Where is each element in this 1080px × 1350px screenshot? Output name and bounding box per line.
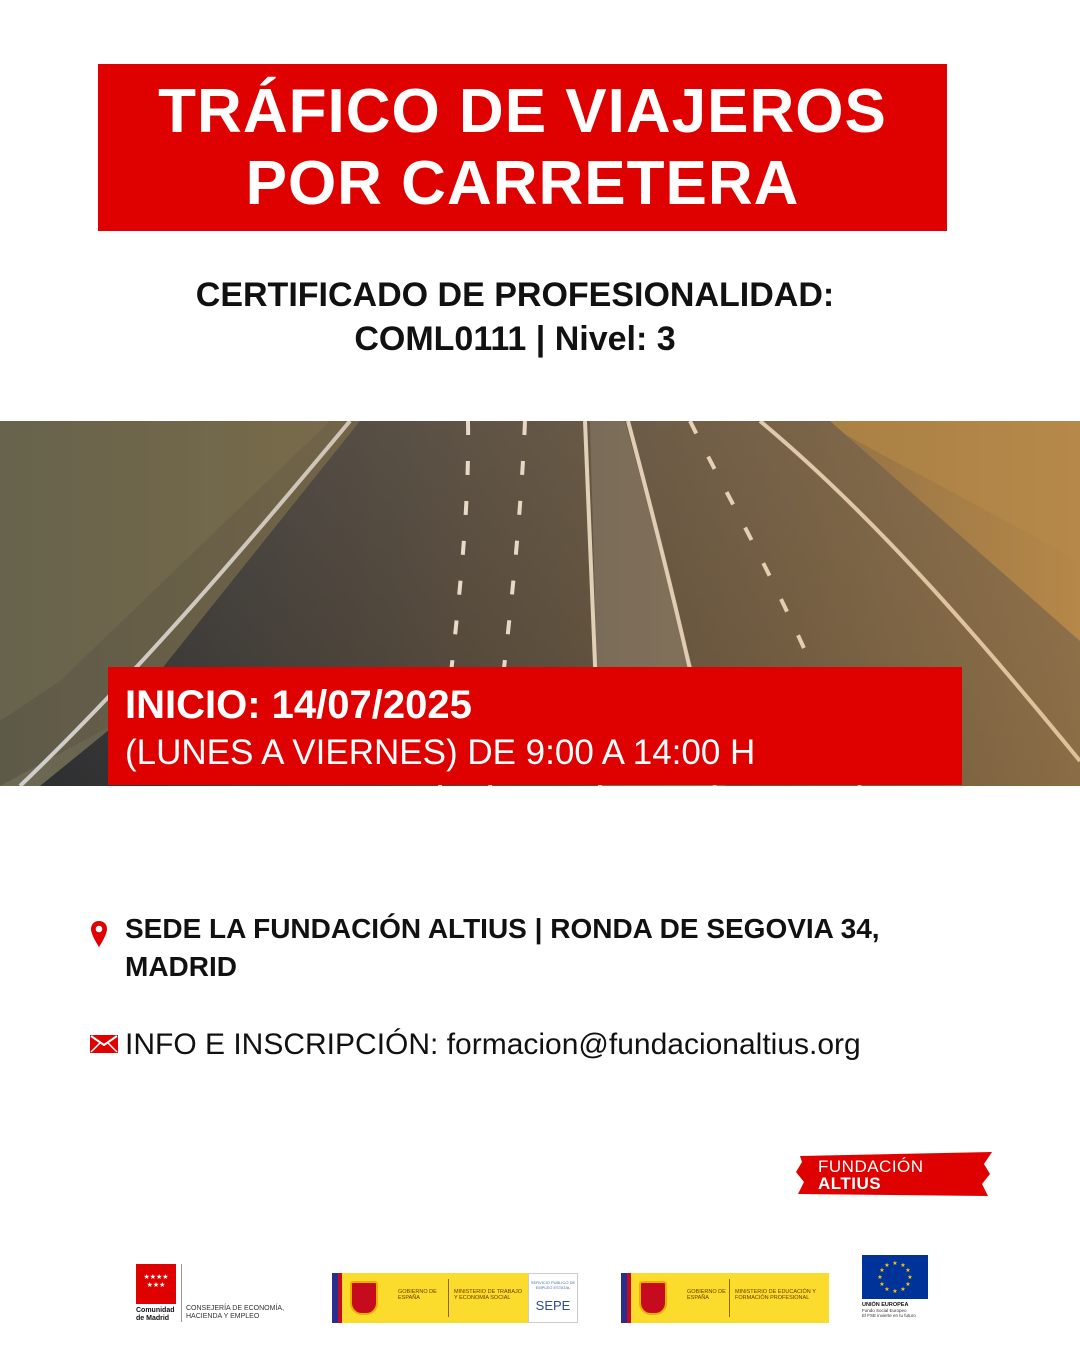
union-europea-logo	[862, 1255, 928, 1318]
gobierno-educacion-logo	[621, 1273, 829, 1323]
madrid-name: Comunidad de Madrid	[136, 1307, 175, 1322]
title-banner	[98, 64, 947, 231]
gov-label-1: GOBIERNO DE ESPAÑA	[398, 1289, 437, 1301]
certificate-code: COML0111 | Nivel: 3	[354, 320, 676, 358]
envelope-icon	[90, 1035, 118, 1053]
madrid-flag-icon: ★★★★ ★★★	[136, 1264, 176, 1304]
svg-text:★: ★	[879, 1281, 885, 1288]
svg-text:★: ★	[884, 1262, 890, 1269]
fundacion-altius-logo	[796, 1152, 992, 1197]
brand-line-1: FUNDACIÓN	[818, 1157, 924, 1176]
sepe-text: SEPE	[535, 1298, 571, 1313]
spain-shield-icon	[350, 1281, 378, 1315]
sponsor-logos	[0, 1250, 1080, 1330]
svg-text:★: ★	[884, 1286, 890, 1293]
svg-text:★: ★	[900, 1286, 906, 1293]
certificate-label: CERTIFICADO DE PROFESIONALIDAD:	[195, 276, 835, 314]
comunidad-madrid-logo	[136, 1264, 285, 1323]
svg-text:★: ★	[907, 1274, 913, 1281]
brand-line-2: ALTIUS	[818, 1174, 882, 1193]
location-address	[125, 910, 1025, 986]
svg-text:★: ★	[900, 1262, 906, 1269]
gobierno-trabajo-logo	[332, 1273, 528, 1323]
location-line-2: MADRID	[125, 951, 237, 982]
svg-text:★: ★	[892, 1288, 898, 1295]
location-pin-icon	[90, 920, 108, 948]
madrid-department: CONSEJERÍA DE ECONOMÍA, HACIENDA Y EMPLEO	[186, 1305, 285, 1320]
title-line-1: TRÁFICO DE VIAJEROS	[158, 76, 887, 146]
ministry-educacion: MINISTERIO DE EDUCACIÓN Y FORMACIÓN PROFESIONAL	[735, 1289, 816, 1301]
eu-fund: Fondo Social Europeo	[862, 1308, 907, 1313]
spain-shield-icon-2	[639, 1281, 667, 1315]
sepe-logo	[528, 1273, 578, 1323]
eu-motto: El FSE invierte en tu futuro	[862, 1313, 916, 1318]
svg-text:★: ★	[877, 1274, 883, 1281]
eu-flag-icon	[862, 1255, 928, 1299]
ministry-trabajo: MINISTERIO DE TRABAJO Y ECONOMÍA SOCIAL	[454, 1289, 523, 1301]
svg-text:★: ★	[905, 1281, 911, 1288]
svg-text:★: ★	[879, 1267, 885, 1274]
svg-text:★: ★	[905, 1267, 911, 1274]
title-line-2: POR CARRETERA	[245, 148, 800, 218]
contact-email[interactable]: INFO E INSCRIPCIÓN: formacion@fundacionaltius.org	[125, 1028, 861, 1061]
svg-text:★: ★	[892, 1260, 898, 1267]
location-line-1: SEDE LA FUNDACIÓN ALTIUS | RONDA DE SEGOVIA 34,	[125, 913, 880, 944]
gov-label-2: GOBIERNO DE ESPAÑA	[687, 1289, 726, 1301]
schedule-hours: (LUNES A VIERNES) DE 9:00 A 14:00 H	[125, 733, 756, 772]
start-date: INICIO: 14/07/2025	[125, 683, 472, 727]
schedule-banner	[108, 667, 962, 785]
sepe-caption: SERVICIO PÚBLICO DE EMPLEO ESTATAL	[530, 1280, 576, 1290]
eu-name: UNIÓN EUROPEA	[862, 1302, 909, 1308]
